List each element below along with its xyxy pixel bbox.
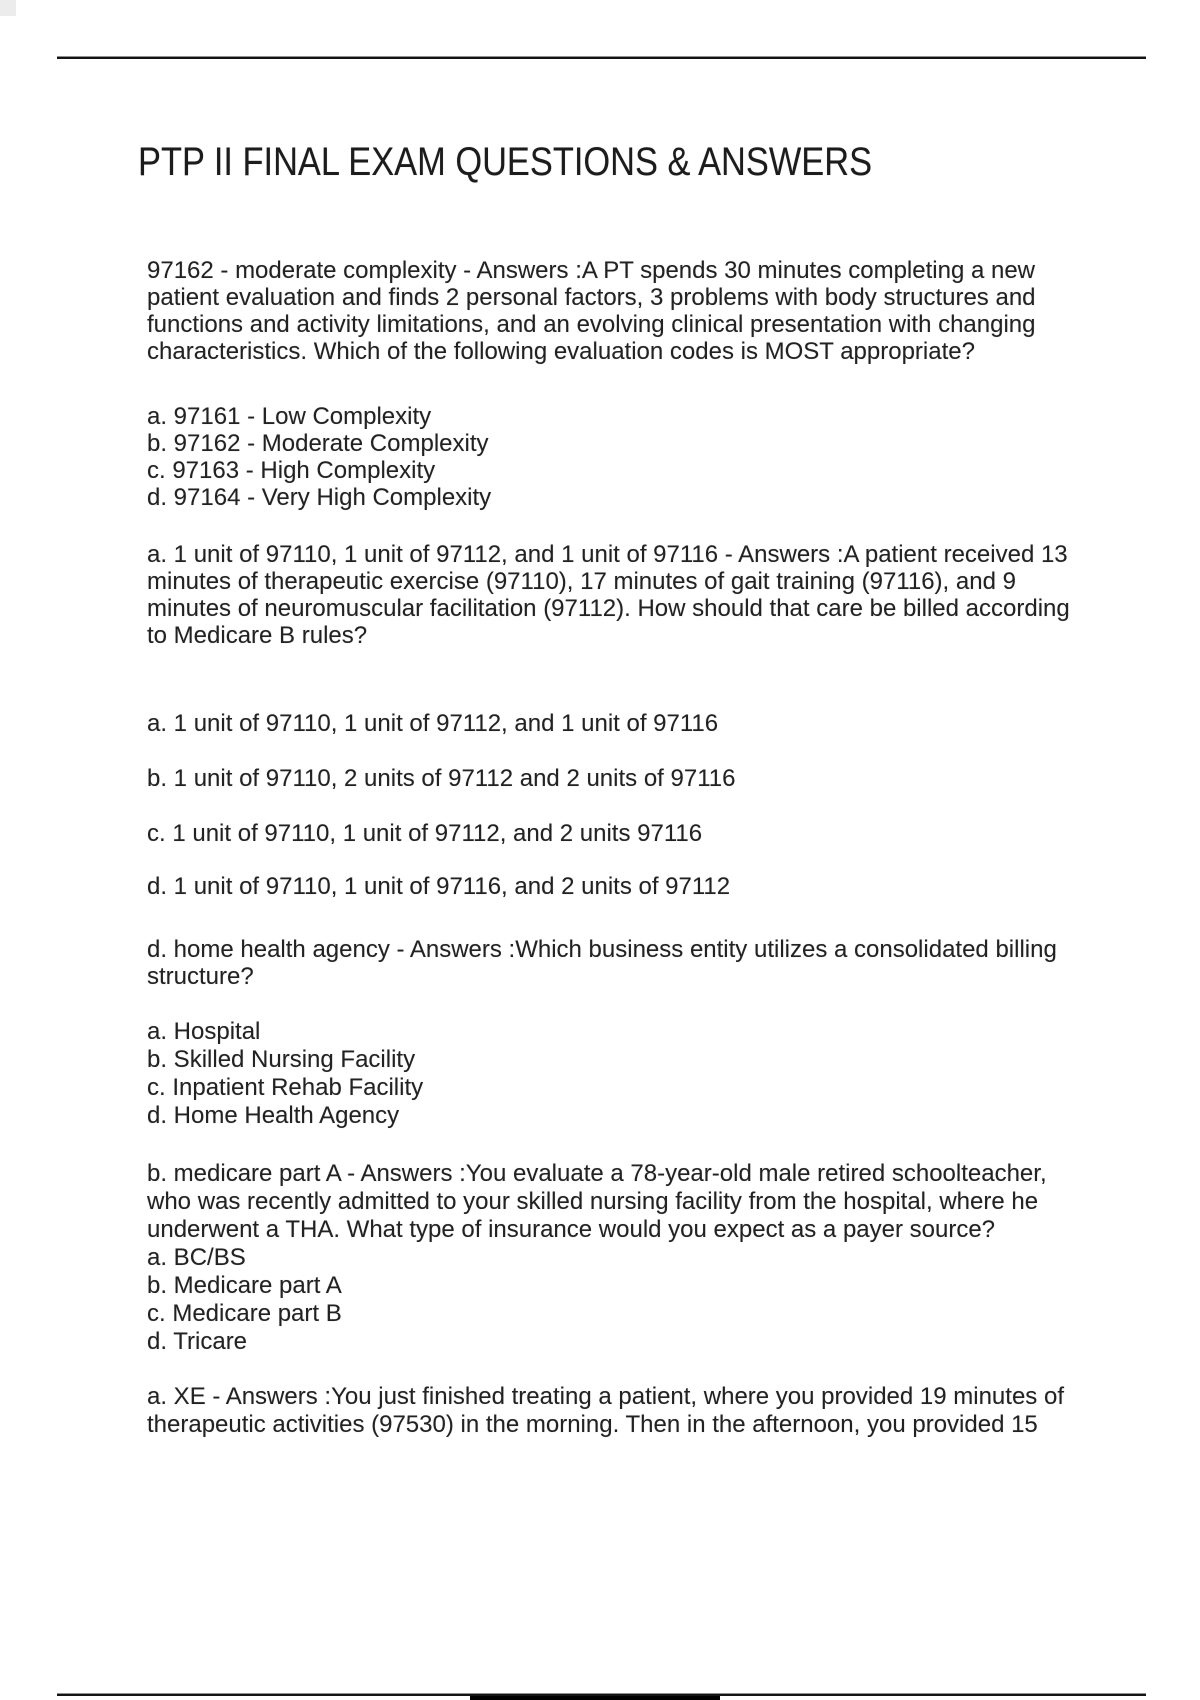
question-1-line-2: patient evaluation and finds 2 personal factors, 3 problems with body structures and xyxy=(147,284,1036,311)
page-title: PTP II FINAL EXAM QUESTIONS & ANSWERS xyxy=(138,140,873,184)
question-2-line-4: to Medicare B rules? xyxy=(147,622,368,649)
question-3-option-a: a. Hospital xyxy=(147,1018,261,1045)
top-horizontal-rule xyxy=(57,56,1146,59)
question-3-option-b: b. Skilled Nursing Facility xyxy=(147,1046,416,1073)
question-4-option-a: a. BC/BS xyxy=(147,1244,246,1271)
question-2-option-d: d. 1 unit of 97110, 1 unit of 97116, and 2 units of 97112 xyxy=(147,873,731,900)
question-1-option-d: d. 97164 - Very High Complexity xyxy=(147,484,492,511)
question-1-line-1: 97162 - moderate complexity - Answers :A PT spends 30 minutes completing a new xyxy=(147,257,1036,284)
question-1-line-4: characteristics. Which of the following evaluation codes is MOST appropriate? xyxy=(147,338,975,365)
bottom-edge-bar xyxy=(470,1696,720,1700)
question-4-option-b: b. Medicare part A xyxy=(147,1272,342,1299)
question-3-line-2: structure? xyxy=(147,963,254,990)
question-2-line-1: a. 1 unit of 97110, 1 unit of 97112, and 1 unit of 97116 - Answers :A patient received 13 xyxy=(147,541,1068,568)
question-2-option-c: c. 1 unit of 97110, 1 unit of 97112, and 2 units 97116 xyxy=(147,820,703,847)
question-3-option-c: c. Inpatient Rehab Facility xyxy=(147,1074,424,1101)
question-2-line-3: minutes of neuromuscular facilitation (97112). How should that care be billed according xyxy=(147,595,1070,622)
question-2-option-a: a. 1 unit of 97110, 1 unit of 97112, and 1 unit of 97116 xyxy=(147,710,719,737)
question-1-option-c: c. 97163 - High Complexity xyxy=(147,457,436,484)
question-2-option-b: b. 1 unit of 97110, 2 units of 97112 and 2 units of 97116 xyxy=(147,765,736,792)
question-4-option-d: d. Tricare xyxy=(147,1328,248,1355)
question-4-option-c: c. Medicare part B xyxy=(147,1300,342,1327)
question-3-line-1: d. home health agency - Answers :Which business entity utilizes a consolidated billing xyxy=(147,936,1057,963)
question-5-line-2: therapeutic activities (97530) in the morning. Then in the afternoon, you provided 15 xyxy=(147,1411,1038,1438)
question-4-line-1: b. medicare part A - Answers :You evaluate a 78-year-old male retired schoolteacher, xyxy=(147,1160,1047,1187)
question-2-line-2: minutes of therapeutic exercise (97110), 17 minutes of gait training (97116), and 9 xyxy=(147,568,1016,595)
question-4-line-3: underwent a THA. What type of insurance would you expect as a payer source? xyxy=(147,1216,996,1243)
corner-artifact xyxy=(0,0,16,16)
question-1-option-b: b. 97162 - Moderate Complexity xyxy=(147,430,489,457)
question-1-option-a: a. 97161 - Low Complexity xyxy=(147,403,432,430)
question-4-line-2: who was recently admitted to your skilled nursing facility from the hospital, where he xyxy=(147,1188,1039,1215)
question-1-line-3: functions and activity limitations, and an evolving clinical presentation with changing xyxy=(147,311,1036,338)
question-3-option-d: d. Home Health Agency xyxy=(147,1102,400,1129)
question-5-line-1: a. XE - Answers :You just finished treating a patient, where you provided 19 minutes of xyxy=(147,1383,1064,1410)
